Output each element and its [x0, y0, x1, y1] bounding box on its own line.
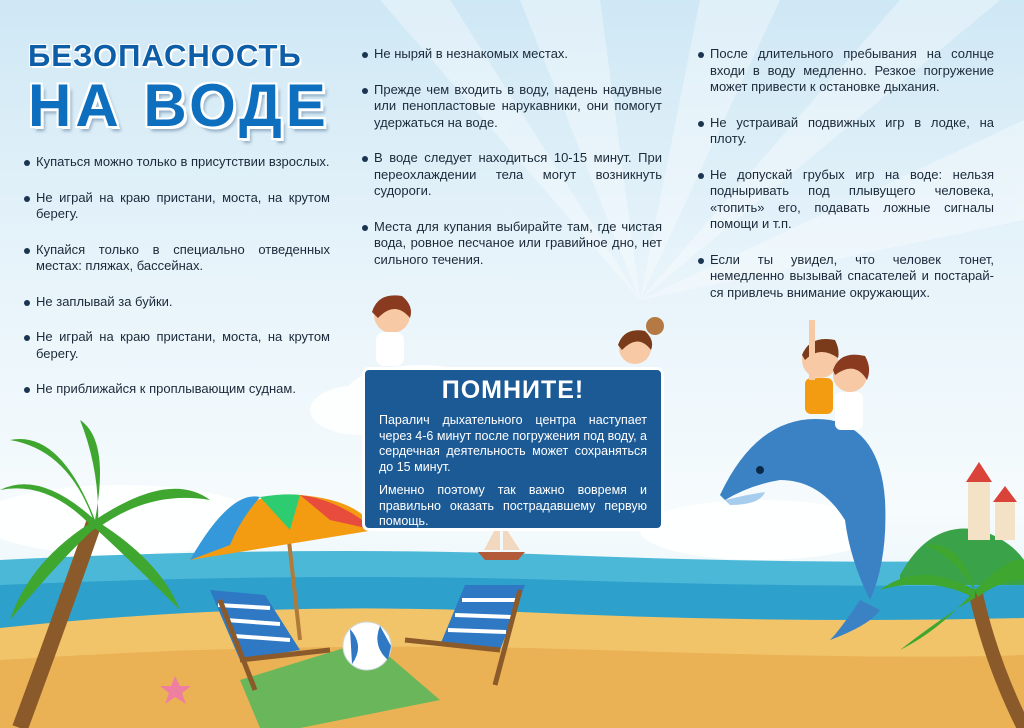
remember-box [365, 370, 661, 528]
list-item: Не устраивай подвижных игр в лодке, на плоту. [698, 115, 994, 148]
remember-heading: ПОМНИТЕ! [441, 376, 585, 404]
remember-text-2: Именно поэтому так важно вовремя и правильно оказать пострадавшему первую помощь. [379, 483, 647, 528]
list-item: Если ты увидел, что человек тонет, немедленно вызывай спасателей и постарай-ся привлечь внимание окружающих. [698, 252, 994, 302]
page-title [28, 38, 330, 139]
list-item: Не приближайся к проплывающим суднам. [24, 381, 330, 398]
list-item: Прежде чем входить в воду, надень надувные или пенопластовые нарукавники, они помогут удержаться на воде. [362, 82, 662, 132]
list-item: Не допускай грубых игр на воде: нельзя подныривать под плывущего человека, «топить» его, подавать ложные сигналы помощи и т.п. [698, 167, 994, 233]
list-item: Не играй на краю пристани, моста, на крутом берегу. [24, 190, 330, 223]
rules-column-1 [24, 154, 330, 417]
list-item: В воде следует находиться 10-15 минут. При переохлаждении тела могут возникнуть судороги. [362, 150, 662, 200]
remember-text-1: Паралич дыхательного центра наступает через 4-6 минут после погружения под воду, а сердечная деятельность может сохраняться до 15 минут. [379, 413, 647, 474]
list-item: Не ныряй в незнакомых местах. [362, 46, 662, 63]
list-item: Места для купания выбирайте там, где чистая вода, ровное песчаное или гравийное дно, нет сильного течения. [362, 219, 662, 269]
title-line-1: БЕЗОПАСНОСТЬ [28, 38, 302, 73]
list-item: После длительного пребывания на солнце входи в воду медленно. Резкое погружение может привести к остановке дыхания. [698, 46, 994, 96]
list-item: Не играй на краю пристани, моста, на крутом берегу. [24, 329, 330, 362]
list-item: Не заплывай за буйки. [24, 294, 330, 311]
rules-column-2 [362, 46, 662, 287]
list-item: Купайся только в специально отведенных местах: пляжах, бассейнах. [24, 242, 330, 275]
children-icon [372, 295, 411, 366]
children-icon [618, 317, 664, 364]
list-item: Купаться можно только в присутствии взрослых. [24, 154, 330, 171]
beach-ball-icon [343, 622, 391, 670]
rules-column-3 [698, 46, 994, 320]
children-icon [802, 320, 869, 430]
title-line-2: НА ВОДЕ [28, 72, 330, 139]
